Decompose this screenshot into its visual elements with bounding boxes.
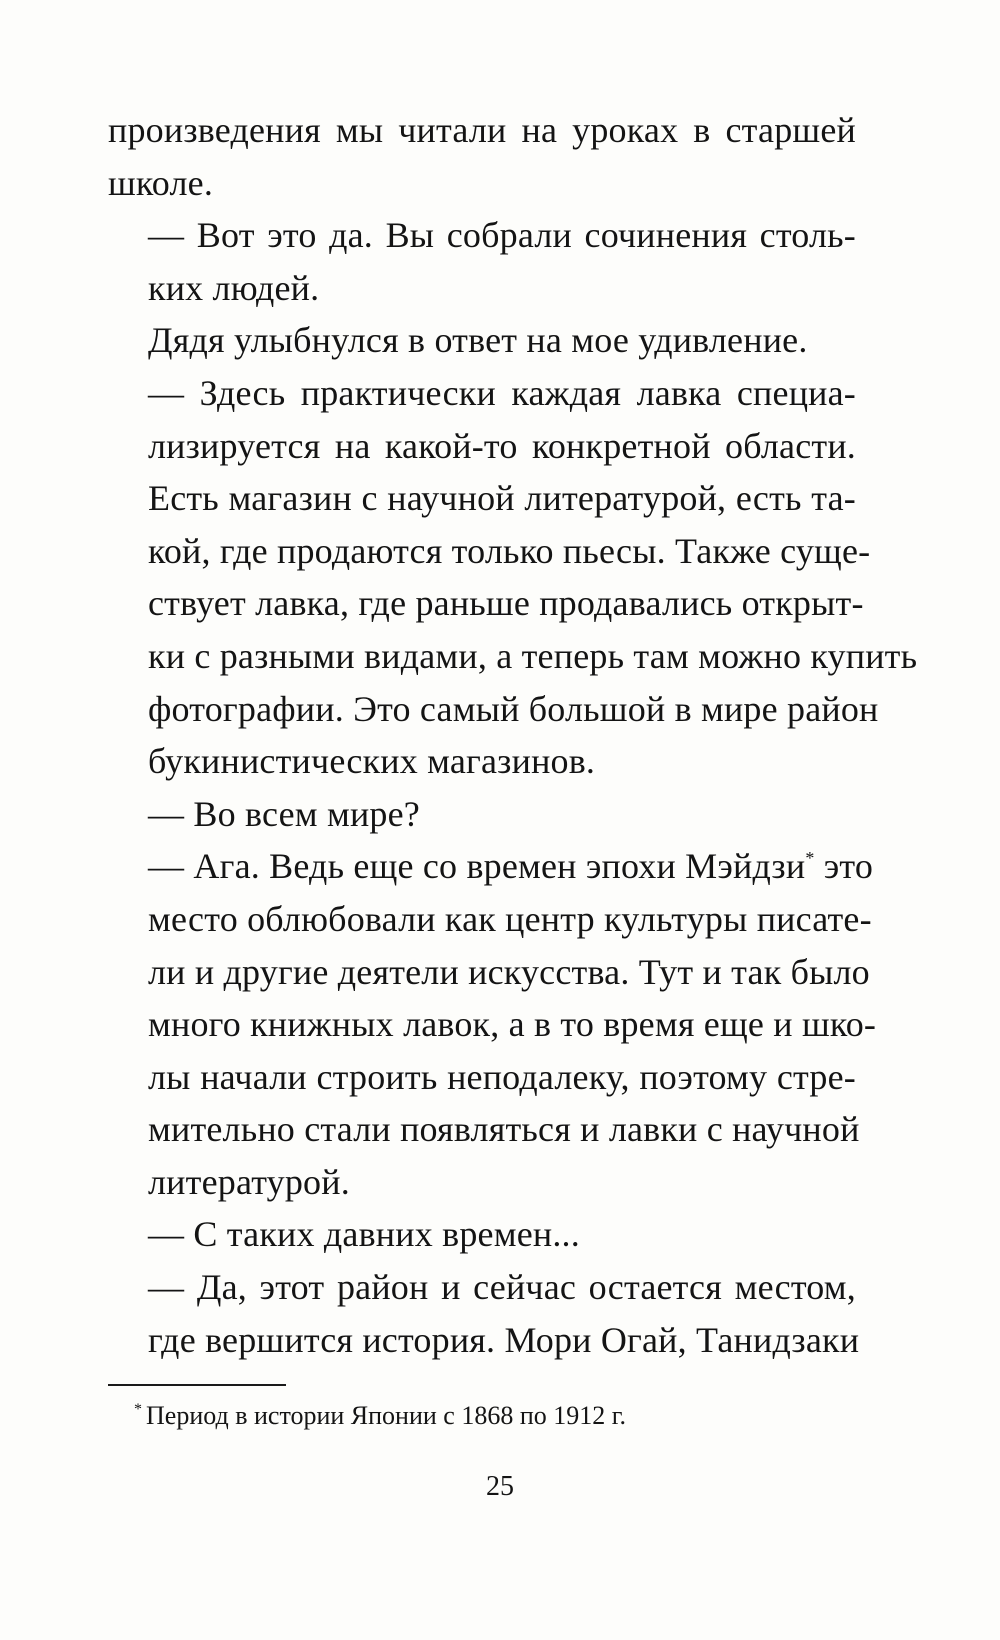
text-line: — Да, этот район и сейчас остается местом, bbox=[148, 1267, 856, 1308]
text-line: много книжных лавок, а в то время еще и шко- bbox=[148, 1004, 877, 1045]
text-line: ствует лавка, где раньше продавались открыт- bbox=[148, 583, 864, 624]
footnote-reference-marker: * bbox=[805, 848, 815, 869]
text-line: — Во всем мире? bbox=[148, 793, 420, 834]
text-line: Есть магазин с научной литературой, есть та- bbox=[148, 478, 856, 519]
paragraph bbox=[108, 314, 856, 367]
text-line: букинистических магазинов. bbox=[148, 741, 596, 782]
paragraph bbox=[108, 367, 918, 788]
text-line: ли и другие деятели искусства. Тут и так было bbox=[148, 951, 870, 992]
text-line: — Ага. Ведь еще со времен эпохи Мэйдзи* это bbox=[148, 846, 874, 887]
footnote-text: Период в истории Японии с 1868 по 1912 г. bbox=[146, 1401, 626, 1430]
text-line: школе. bbox=[108, 162, 214, 203]
body-text bbox=[108, 104, 918, 1366]
footnote bbox=[134, 1393, 626, 1433]
paragraph bbox=[108, 840, 877, 1208]
text-line: фотографии. Это самый большой в мире район bbox=[148, 688, 879, 729]
footnote-separator bbox=[108, 1384, 286, 1386]
paragraph bbox=[108, 1208, 856, 1261]
paragraph bbox=[108, 1261, 860, 1366]
text-line: Дядя улыбнулся в ответ на мое удивление. bbox=[148, 320, 808, 361]
text-line: лы начали строить неподалеку, поэтому стре- bbox=[148, 1056, 856, 1097]
text-line: произведения мы читали на уроках в старшей bbox=[108, 110, 856, 150]
paragraph bbox=[108, 788, 856, 841]
footnote-marker: * bbox=[134, 1401, 142, 1418]
text-line: лизируется на какой-то конкретной области. bbox=[148, 425, 856, 466]
paragraph bbox=[108, 209, 856, 314]
text-line: место облюбовали как центр культуры писате- bbox=[148, 898, 872, 939]
page-number: 25 bbox=[486, 1471, 514, 1502]
text-line: литературой. bbox=[148, 1161, 350, 1202]
paragraph bbox=[108, 104, 856, 209]
text-line: кой, где продаются только пьесы. Также суще- bbox=[148, 530, 871, 571]
text-line: ких людей. bbox=[148, 267, 320, 308]
text-line: — Вот это да. Вы собрали сочинения столь- bbox=[148, 215, 856, 256]
text-line: — Здесь практически каждая лавка специа- bbox=[148, 372, 856, 413]
text-line: где вершится история. Мори Огай, Танидзаки bbox=[148, 1319, 860, 1360]
text-line: ки с разными видами, а теперь там можно купить bbox=[148, 635, 918, 676]
text-line: — С таких давних времен... bbox=[148, 1214, 580, 1255]
text-line: мительно стали появляться и лавки с научной bbox=[148, 1109, 860, 1150]
